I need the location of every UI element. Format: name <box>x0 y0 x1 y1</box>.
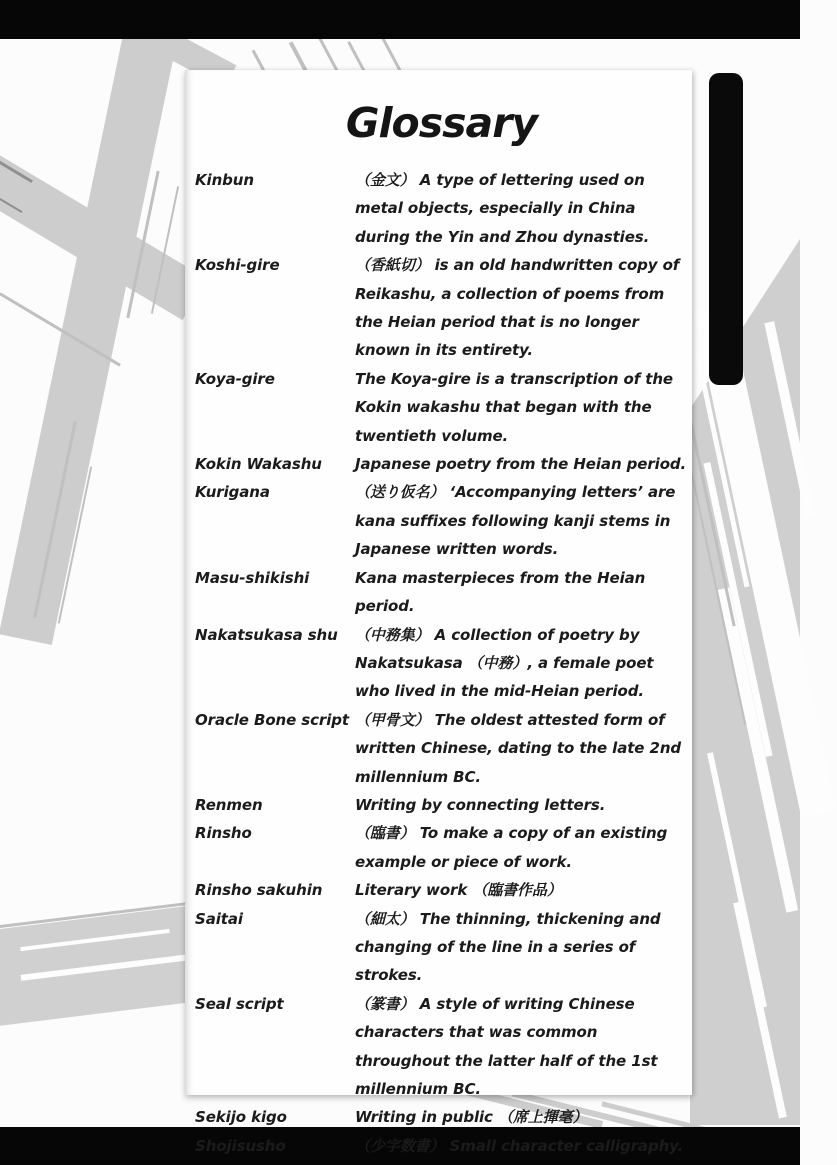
glossary-entry <box>195 1103 688 1131</box>
glossary-entry <box>195 365 688 450</box>
glossary-entry <box>195 905 688 990</box>
glossary-entry <box>195 876 688 904</box>
glossary-term: Shojisusho <box>195 1136 286 1155</box>
glossary-entry <box>195 166 688 251</box>
corner-black-bar <box>709 73 743 385</box>
glossary-definition: Writing in public （席上揮毫） <box>355 1108 588 1127</box>
glossary-definition: Kana masterpieces from the Heian period. <box>355 568 646 616</box>
glossary-entry <box>195 1132 688 1160</box>
glossary-entry <box>195 478 688 563</box>
glossary-definition: Japanese poetry from the Heian period. <box>355 455 687 474</box>
glossary-entries <box>195 166 688 1160</box>
glossary-definition: （香紙切） is an old handwritten copy of Reikashu, a collection of poems from the Heian period that is no longer known in its entirety. <box>355 256 680 360</box>
glossary-definition: （送り仮名） ‘Accompanying letters’ are kana suffixes following kanji stems in Japanese written words. <box>355 483 676 559</box>
glossary-term: Kokin Wakashu <box>195 455 322 474</box>
glossary-term: Rinsho sakuhin <box>195 881 323 900</box>
glossary-entry <box>195 819 688 876</box>
brush-stroke-x-leg-left <box>0 29 177 645</box>
glossary-title: Glossary <box>345 99 538 147</box>
glossary-entry <box>195 791 688 819</box>
glossary-definition: （金文） A type of lettering used on metal objects, especially in China during the Yin and Zhou dynasties. <box>355 171 650 246</box>
glossary-definition: （少字数書） Small character calligraphy. <box>355 1136 684 1155</box>
glossary-definition: Literary work （臨書作品） <box>355 881 562 900</box>
glossary-definition: Writing by connecting letters. <box>355 795 606 814</box>
glossary-entry <box>195 251 688 365</box>
glossary-definition: （細太） The thinning, thickening and changing of the line in a series of strokes. <box>355 909 661 985</box>
glossary-term: Kurigana <box>195 483 270 502</box>
glossary-term: Nakatsukasa shu <box>195 625 338 644</box>
glossary-entry <box>195 706 688 791</box>
glossary-definition: （篆書） A style of writing Chinese characters that was common throughout the latter half of the 1st millennium BC. <box>355 994 658 1098</box>
glossary-definition: （中務集） A collection of poetry by Nakatsukasa （中務）, a female poet who lived in the mid-Heian period. <box>355 625 654 701</box>
glossary-term: Sekijo kigo <box>195 1108 287 1127</box>
glossary-definition: （臨書） To make a copy of an existing example or piece of work. <box>355 824 668 871</box>
glossary-entry <box>195 564 688 621</box>
glossary-term: Masu-shikishi <box>195 568 310 587</box>
glossary-entry <box>195 990 688 1104</box>
top-black-band <box>0 0 800 39</box>
glossary-term: Kinbun <box>195 171 254 189</box>
glossary-term: Oracle Bone script <box>195 710 349 729</box>
glossary-term: Koshi-gire <box>195 256 280 275</box>
glossary-definition: The Koya-gire is a transcription of the Kokin wakashu that began with the twentieth volume. <box>355 369 674 445</box>
glossary-entry <box>195 450 688 478</box>
glossary-term: Seal script <box>195 994 284 1013</box>
glossary-term: Saitai <box>195 909 243 928</box>
glossary-term: Renmen <box>195 795 263 814</box>
glossary-term: Rinsho <box>195 824 252 843</box>
glossary-entry <box>195 621 688 706</box>
glossary-term: Koya-gire <box>195 369 275 388</box>
glossary-definition: （甲骨文） The oldest attested form of written Chinese, dating to the late 2nd millennium BC. <box>355 710 682 786</box>
glossary-panel <box>185 70 692 1155</box>
